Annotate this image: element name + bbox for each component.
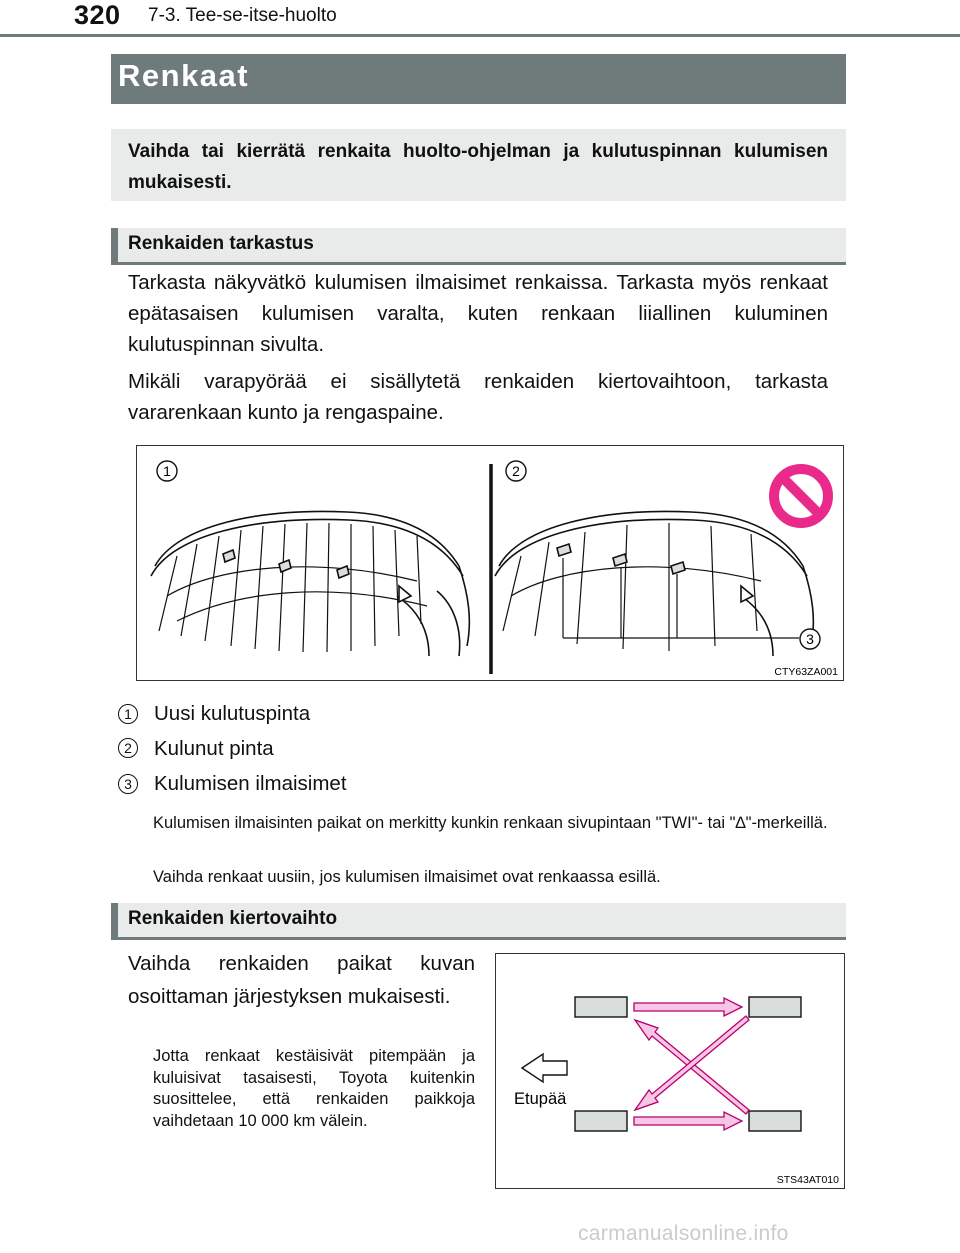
legend-number-1: 1 (118, 704, 138, 724)
intro-text: Vaihda tai kierrätä renkaita huolto-ohjelman ja kulutuspinnan kulumisen mukaisesti. (128, 141, 828, 193)
figure-code: STS43AT010 (776, 1174, 839, 1186)
page-title: Renkaat (118, 58, 250, 93)
legend-number-3: 3 (118, 774, 138, 794)
prohibition-icon (774, 469, 828, 523)
tire-rotation-figure (495, 953, 845, 1189)
tire-rotation-diagram (496, 954, 843, 1187)
section-heading-rotation (111, 903, 846, 940)
callout-1-icon (157, 461, 177, 481)
rotation-note: Jotta renkaat kestäisivät pitempään ja kuluisivat tasaisesti, Toyota kuitenkin suosittelee, että renkaiden paikkoja vaihdetaan 10 000 km välein. (153, 1047, 475, 1130)
tire-wear-illustration (137, 446, 842, 679)
section-heading-bar (111, 903, 118, 937)
tire-rear-right (749, 1111, 801, 1131)
watermark: carmanualsonline.info (578, 1222, 789, 1245)
callout-1-label: 1 (163, 463, 171, 479)
tire-front-right (575, 1111, 627, 1131)
callout-3-label: 3 (806, 631, 814, 647)
legend-label-3: Kulumisen ilmaisimet (154, 772, 347, 795)
arrow-bottom (634, 1112, 742, 1130)
indicator-note-2: Vaihda renkaat uusiin, jos kulumisen ilmaisimet ovat renkaassa esillä. (153, 868, 661, 886)
tire-rear-left (749, 997, 801, 1017)
rotation-paragraph: Vaihda renkaiden paikat kuvan osoittaman järjestyksen mukaisesti. (128, 952, 475, 1008)
figure-code: CTY63ZA001 (774, 666, 838, 678)
callout-3-icon (800, 629, 820, 649)
callout-2-label: 2 (512, 463, 520, 479)
tire-wear-figure (136, 445, 844, 681)
section-heading-bar (111, 228, 118, 262)
section-heading-text: Renkaiden tarkastus (128, 233, 314, 254)
inspection-paragraph-2: Mikäli varapyörää ei sisällytetä renkaiden kiertovaihtoon, tarkasta vararenkaan kunto ja rengaspaine. (128, 370, 828, 424)
header-rule (0, 34, 960, 37)
breadcrumb: 7-3. Tee-se-itse-huolto (148, 5, 337, 26)
arrow-top (634, 998, 742, 1016)
callout-2-icon (506, 461, 526, 481)
legend-number-2: 2 (118, 738, 138, 758)
section-heading-text: Renkaiden kiertovaihto (128, 908, 338, 929)
front-direction-icon (522, 1054, 567, 1082)
tire-front-left (575, 997, 627, 1017)
worn-tread-tire (495, 511, 813, 656)
legend-label-2: Kulunut pinta (154, 737, 274, 760)
inspection-paragraph-1: Tarkasta näkyvätkö kulumisen ilmaisimet renkaissa. Tarkasta myös renkaat epätasaisen kulumisen varalta, kuten renkaan liiallinen kuluminen kulutuspinnan sivulta. (128, 271, 828, 356)
page-number: 320 (74, 0, 121, 30)
section-heading-inspection (111, 228, 846, 265)
front-label: Etupää (514, 1090, 567, 1108)
indicator-note-1: Kulumisen ilmaisinten paikat on merkitty kunkin renkaan sivupintaan "TWI"- tai "∆"-merkeillä. (153, 814, 828, 832)
legend-label-1: Uusi kulutuspinta (154, 702, 311, 725)
new-tread-tire (151, 511, 469, 656)
